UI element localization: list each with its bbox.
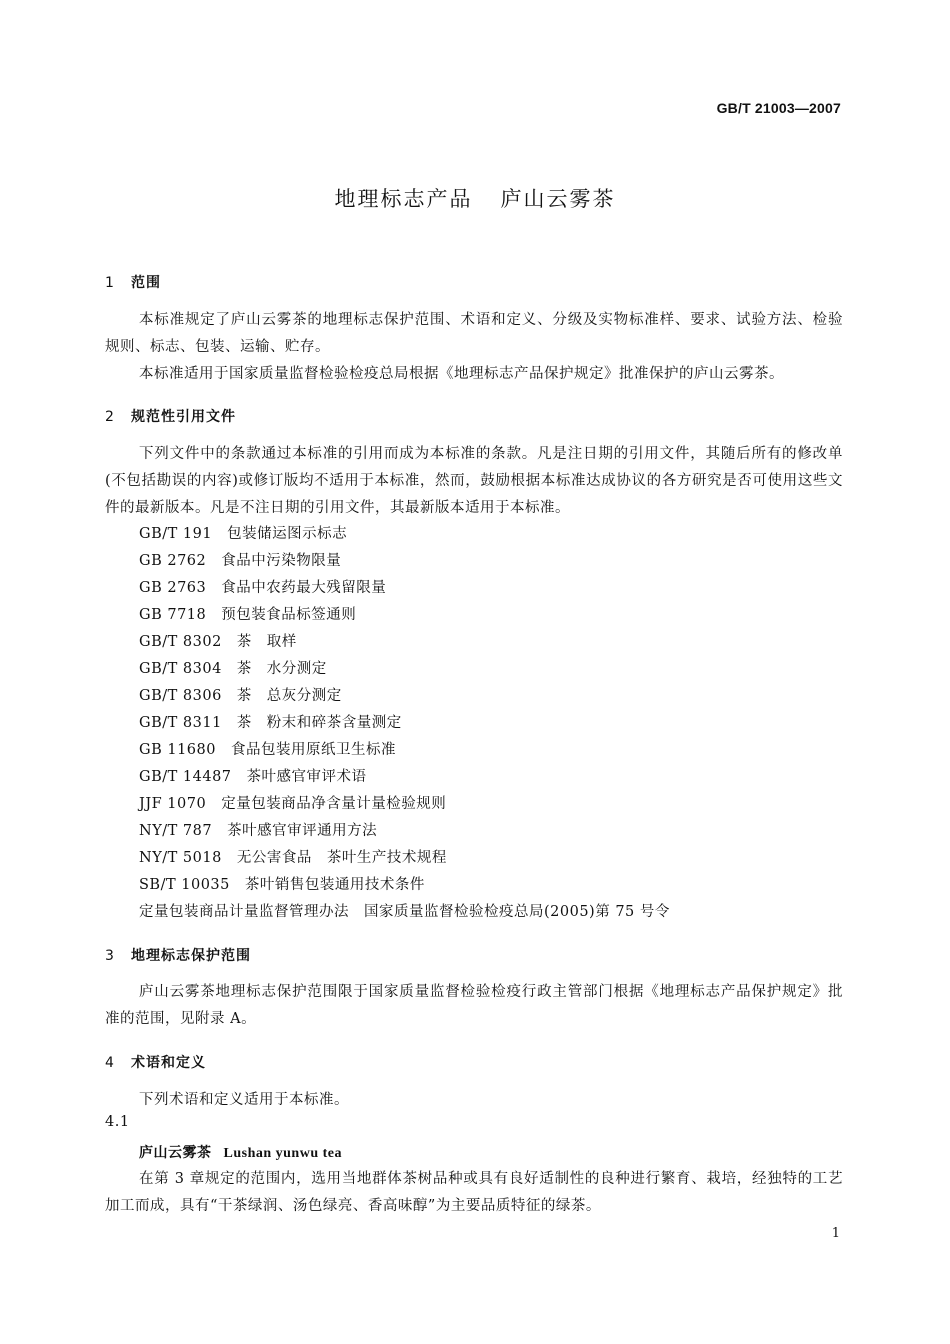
reference-item: JJF 1070 定量包装商品净含量计量检验规则 — [139, 796, 447, 812]
reference-item: SB/T 10035 茶叶销售包装通用技术条件 — [139, 877, 425, 893]
reference-item: GB 11680 食品包装用原纸卫生标准 — [139, 742, 396, 758]
section-number: 3 — [105, 948, 115, 964]
section-heading-2 — [105, 406, 236, 426]
section-number: 1 — [105, 275, 115, 291]
reference-item: NY/T 5018 无公害食品 茶叶生产技术规程 — [139, 850, 447, 866]
term-definition: 在第 3 章规定的范围内，选用当地群体茶树品种或具有良好适制性的良种进行繁育、栽培，经独特的工艺加工而成，具有“干茶绿润、汤色绿亮、香高味醇”为主要品质特征的绿茶。 — [105, 1171, 843, 1214]
page-number: 1 — [831, 1226, 840, 1241]
reference-item: GB/T 8311 茶 粉末和碎茶含量测定 — [139, 715, 402, 731]
section-heading-1 — [105, 272, 161, 292]
reference-item: GB/T 191 包装储运图示标志 — [139, 526, 348, 542]
section-number: 2 — [105, 409, 115, 425]
section-title: 地理标志保护范围 — [131, 948, 251, 964]
section-title: 规范性引用文件 — [131, 409, 236, 425]
term-entry — [139, 1142, 342, 1162]
reference-item: GB 2763 食品中农药最大残留限量 — [139, 580, 387, 596]
section-title: 术语和定义 — [131, 1055, 206, 1071]
section-2-paragraph-1: 下列文件中的条款通过本标准的引用而成为本标准的条款。凡是注日期的引用文件，其随后所有的修改单(不包括勘误的内容)或修订版均不适用于本标准，然而，鼓励根据本标准达成协议的各方研究是否可使用这些文件的最新版本。凡是不注日期的引用文件，其最新版本适用于本标准。 — [105, 446, 843, 516]
reference-item: NY/T 787 茶叶感官审评通用方法 — [139, 823, 378, 839]
section-number: 4 — [105, 1055, 115, 1071]
reference-item: GB/T 8304 茶 水分测定 — [139, 661, 327, 677]
reference-item: GB 7718 预包装食品标签通则 — [139, 607, 357, 623]
subsection-number: 4.1 — [105, 1114, 130, 1130]
section-3-paragraph-1: 庐山云雾茶地理标志保护范围限于国家质量监督检验检疫行政主管部门根据《地理标志产品保护规定》批准的范围，见附录 A。 — [105, 984, 843, 1027]
section-heading-3 — [105, 945, 251, 965]
section-1-paragraph-1: 本标准规定了庐山云雾茶的地理标志保护范围、术语和定义、分级及实物标准样、要求、试验方法、检验规则、标志、包装、运输、贮存。 — [105, 312, 843, 355]
reference-item: 定量包装商品计量监督管理办法 国家质量监督检验检疫总局(2005)第 75 号令 — [139, 904, 670, 920]
term-chinese: 庐山云雾茶 — [139, 1145, 212, 1161]
reference-item: GB/T 8306 茶 总灰分测定 — [139, 688, 342, 704]
section-title: 范围 — [131, 275, 161, 291]
reference-item: GB/T 8302 茶 取样 — [139, 634, 297, 650]
reference-item: GB/T 14487 茶叶感官审评术语 — [139, 769, 367, 785]
reference-item: GB 2762 食品中污染物限量 — [139, 553, 342, 569]
term-english: Lushan yunwu tea — [223, 1146, 342, 1161]
section-1-paragraph-2: 本标准适用于国家质量监督检验检疫总局根据《地理标志产品保护规定》批准保护的庐山云雾茶。 — [139, 366, 784, 382]
section-heading-4 — [105, 1052, 206, 1072]
section-4-paragraph-1: 下列术语和定义适用于本标准。 — [139, 1092, 349, 1108]
title-part-1: 地理标志产品 — [334, 187, 473, 211]
title-part-2: 庐山云雾茶 — [500, 187, 616, 211]
standard-code: GB/T 21003—2007 — [716, 100, 841, 116]
document-title — [0, 183, 950, 213]
